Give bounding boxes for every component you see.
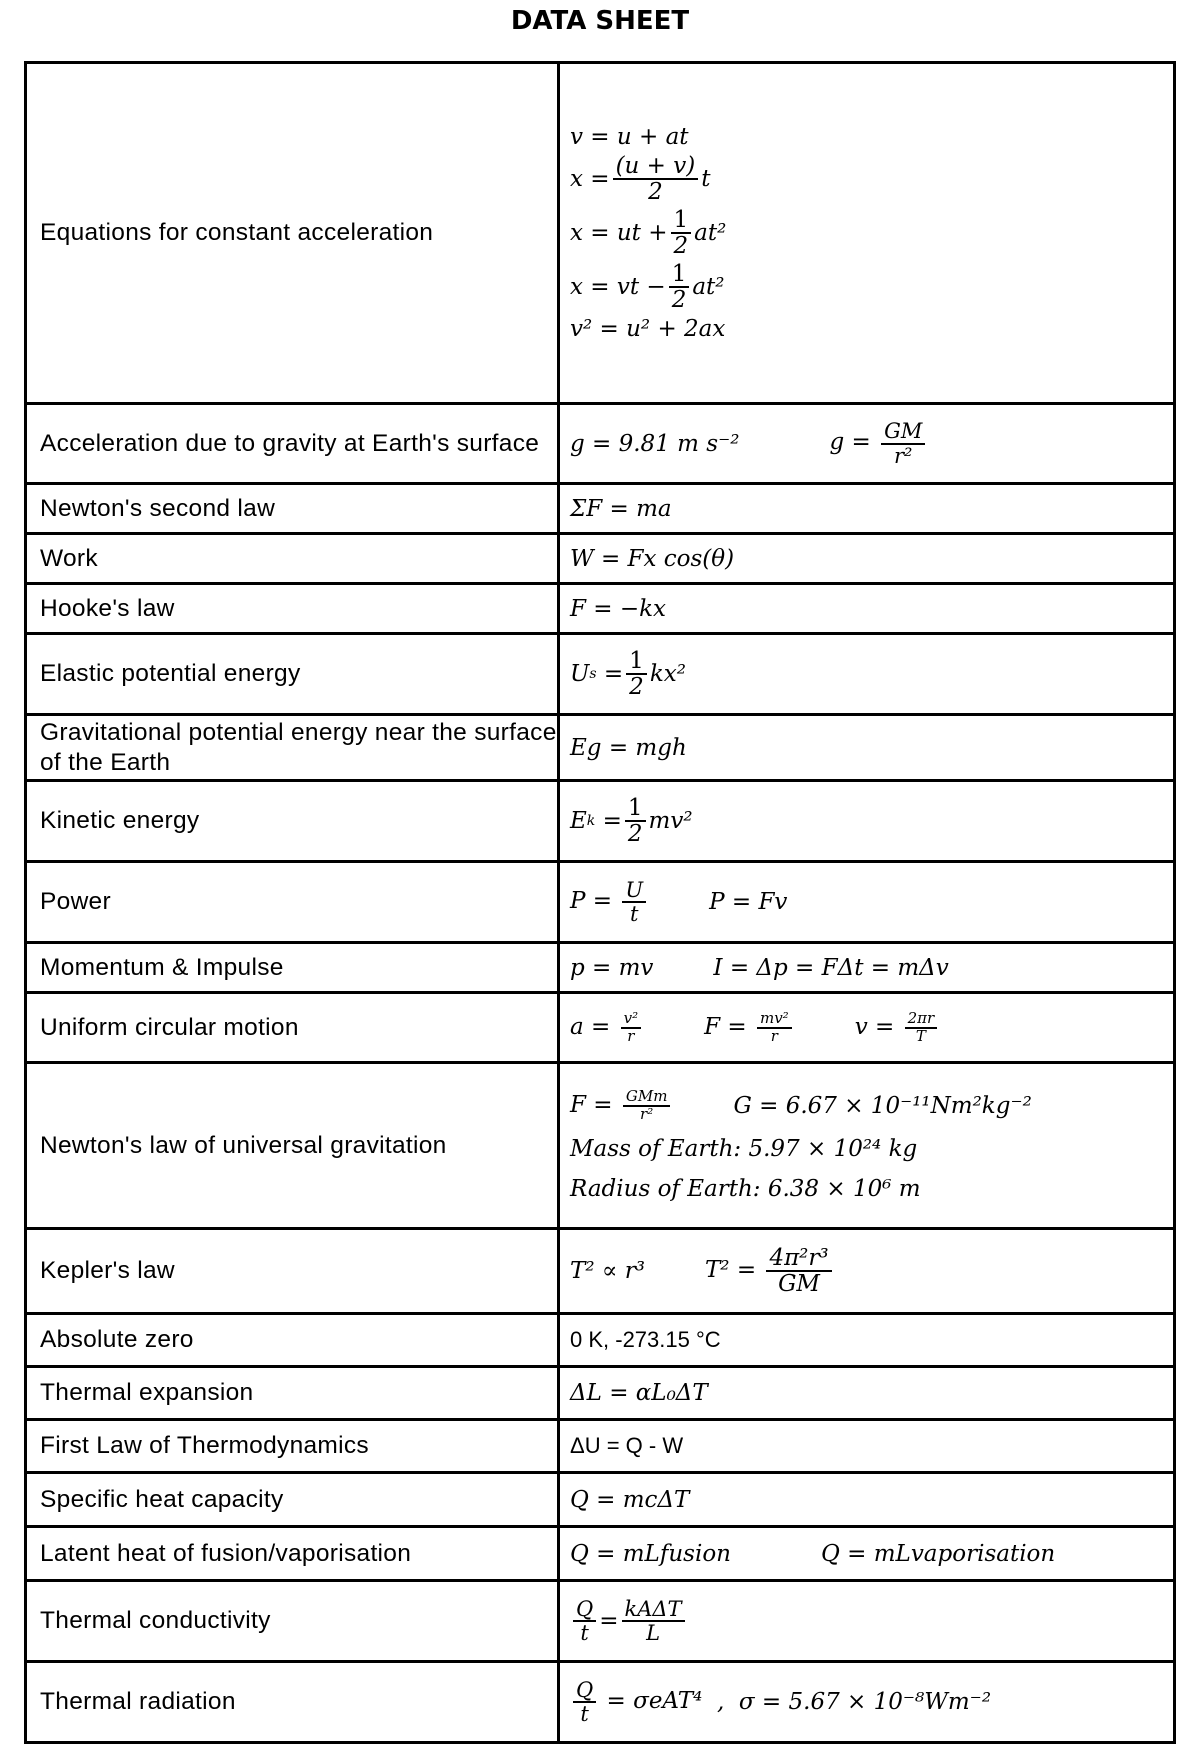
equation: x = ut + $\frac{1}{2}$ at² <box>570 206 727 259</box>
table-row <box>26 63 1175 404</box>
equation-cell <box>559 63 1175 404</box>
row-label: Momentum & Impulse <box>26 943 559 993</box>
page-title: DATA SHEET <box>510 6 690 36</box>
equation: ΔU = Q - W <box>559 1420 1175 1473</box>
equation: v = u + at <box>570 123 689 150</box>
equation: F = −kx <box>559 584 1175 634</box>
row-label: Kinetic energy <box>26 781 559 862</box>
equation-cell <box>559 1581 1175 1662</box>
table-row <box>26 584 1175 634</box>
table-row <box>26 1063 1175 1229</box>
table-row <box>26 862 1175 943</box>
equation: F = $\frac{\text{mv²}}{r}$ <box>704 1011 795 1045</box>
equation-cell <box>559 993 1175 1063</box>
table-row <box>26 943 1175 993</box>
row-label: Power <box>26 862 559 943</box>
equation: 0 K, -273.15 °C <box>559 1314 1175 1367</box>
equation-cell <box>559 634 1175 715</box>
row-label: Absolute zero <box>26 1314 559 1367</box>
equation-cell <box>559 862 1175 943</box>
table-row <box>26 534 1175 584</box>
equation: x = vt − $\frac{1}{2}$ at² <box>570 261 725 314</box>
equation: U s = $\frac{1}{2}$ kx² <box>570 647 686 700</box>
table-row <box>26 484 1175 534</box>
equation-cell <box>559 1229 1175 1314</box>
table-row <box>26 1662 1175 1743</box>
table-row <box>26 1473 1175 1527</box>
table-row <box>26 634 1175 715</box>
row-label: Hooke's law <box>26 584 559 634</box>
equation: G = 6.67 × 10⁻¹¹Nm²kg⁻² <box>733 1092 1032 1119</box>
table-row <box>26 715 1175 781</box>
row-label: Newton's second law <box>26 484 559 534</box>
equation: σ = 5.67 × 10⁻⁸Wm⁻² <box>738 1689 992 1715</box>
row-label: Latent heat of fusion/vaporisation <box>26 1527 559 1581</box>
table-row <box>26 1581 1175 1662</box>
equation-cell: $\frac{Q}{t}$ = σeAT⁴ , σ = 5.67 × 10⁻⁸Wm⁻² <box>559 1662 1175 1743</box>
table-row <box>26 993 1175 1063</box>
equation: a = $\frac{\text{v²}}{r}$ <box>570 1011 644 1045</box>
data-sheet-table <box>24 61 1176 1744</box>
row-label: Gravitational potential energy near the surface of the Earth <box>26 715 559 781</box>
equation: ΣF = ma <box>559 484 1175 534</box>
table-row <box>26 1314 1175 1367</box>
equation: Eg = mgh <box>559 715 1175 781</box>
row-label: Specific heat capacity <box>26 1473 559 1527</box>
row-label: Work <box>26 534 559 584</box>
row-label: Elastic potential energy <box>26 634 559 715</box>
table-row <box>26 1367 1175 1420</box>
table-row <box>26 1420 1175 1473</box>
equation: $\frac{Q}{t}$ = σeAT⁴ <box>570 1679 702 1725</box>
equation: g = 9.81 m s⁻² <box>570 430 740 457</box>
equation: I = Δp = FΔt = mΔv <box>713 954 949 981</box>
equation-cell <box>559 1063 1175 1229</box>
equation-cell <box>559 404 1175 484</box>
row-label: Thermal radiation <box>26 1662 559 1743</box>
row-label: Thermal expansion <box>26 1367 559 1420</box>
equation: v = $\frac{2\pi r}{T}$ <box>855 1011 940 1045</box>
equation: W = Fx cos(θ) <box>559 534 1175 584</box>
equation-cell <box>559 1527 1175 1581</box>
table-row <box>26 1229 1175 1314</box>
equation: p = mv <box>570 954 654 981</box>
row-label: Acceleration due to gravity at Earth's surface <box>26 404 559 484</box>
equation: v² = u² + 2ax <box>570 316 726 343</box>
equation: ΔL = αL₀ΔT <box>559 1367 1175 1420</box>
equation-cell <box>559 943 1175 993</box>
row-label: Equations for constant acceleration <box>26 63 559 404</box>
equation: x = $\frac{(u + v)}{2}$ t <box>570 152 711 205</box>
equation: Radius of Earth: 6.38 × 10⁶ m <box>570 1176 921 1203</box>
equation: Q = mLvaporisation <box>820 1540 1056 1567</box>
equation: Mass of Earth: 5.97 × 10²⁴ kg <box>570 1136 918 1163</box>
row-label: Newton's law of universal gravitation <box>26 1063 559 1229</box>
row-label: Thermal conductivity <box>26 1581 559 1662</box>
equation: g = $\frac{GM}{\text{r²}}$ <box>829 420 928 466</box>
row-label: Uniform circular motion <box>26 993 559 1063</box>
equation: P = Fv <box>709 889 788 915</box>
equation: E k = $\frac{1}{2}$ mv² <box>570 794 693 847</box>
equation: T² ∝ r³ <box>570 1258 645 1284</box>
equation: Q = mLfusion <box>570 1540 731 1567</box>
equation: P = $\frac{U}{t}$ <box>570 879 649 925</box>
row-label: First Law of Thermodynamics <box>26 1420 559 1473</box>
equation: T² = $\frac{\text{4π²r³}}{GM}$ <box>705 1246 835 1296</box>
table-row <box>26 1527 1175 1581</box>
equation: Q = mcΔT <box>559 1473 1175 1527</box>
equation: $\frac{Q}{t}$ = $\frac{\text{kAΔT}}{L}$ <box>570 1598 1173 1644</box>
row-label: Kepler's law <box>26 1229 559 1314</box>
table-row <box>26 404 1175 484</box>
equation: F = $\frac{\text{GMm}}{\text{r²}}$ <box>570 1089 673 1123</box>
equation-cell <box>559 781 1175 862</box>
table-row <box>26 781 1175 862</box>
